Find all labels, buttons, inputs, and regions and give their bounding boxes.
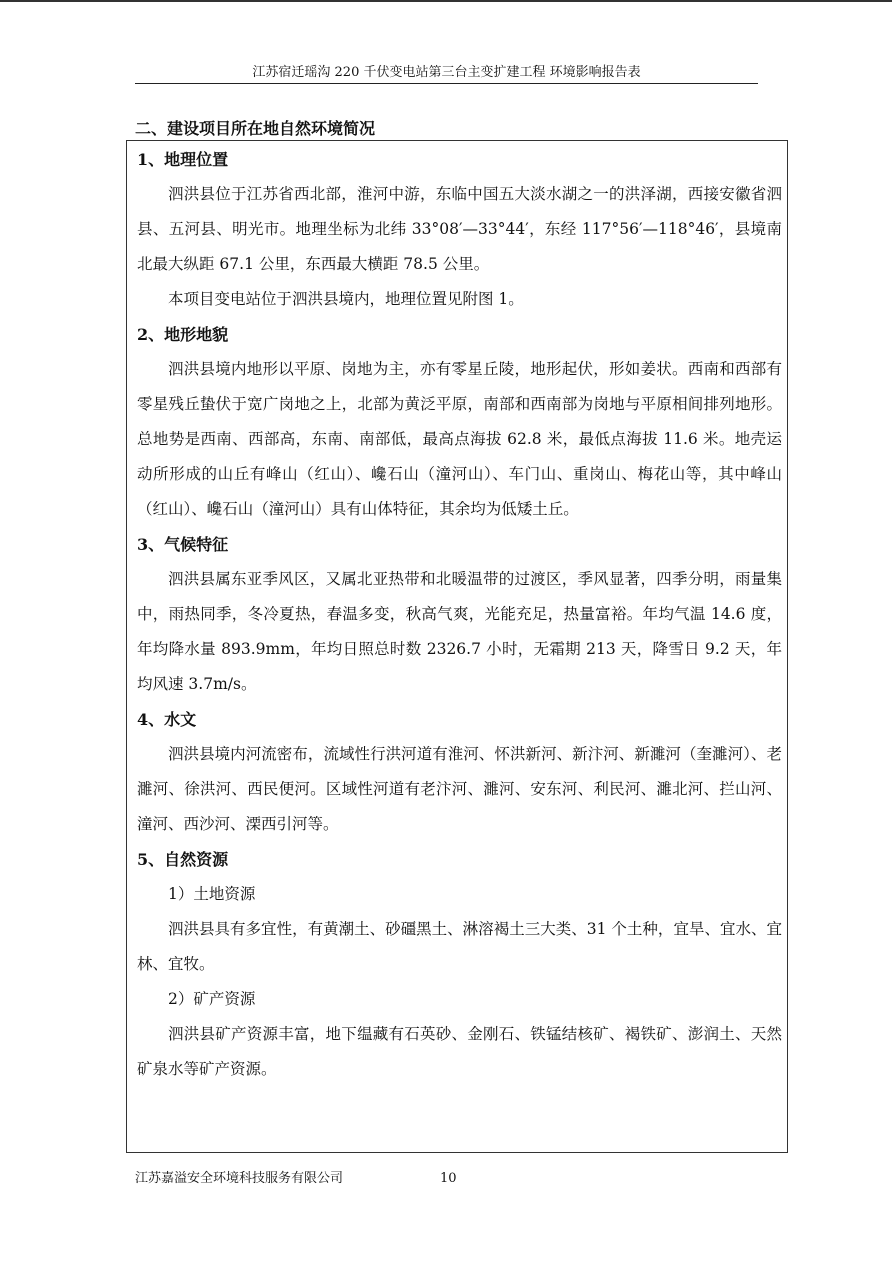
header-divider [135,83,758,84]
page-header-title: 江苏宿迁瑶沟 220 千伏变电站第三台主变扩建工程 环境影响报告表 [252,65,641,80]
heading-climate: 3、气候特征 [137,535,229,554]
paragraph-climate-1: 泗洪县属东亚季风区，又属北亚热带和北暖温带的过渡区，季风显著，四季分明，雨量集中，雨热同季，冬冷夏热，春温多变，秋高气爽，光能充足，热量富裕。年均气温 14.6 度，年均降水量 893.9mm，年均日照总时数 2326.7 小时，无霜期 213 天，降雪日 9.2 天，年均风速 3.7m/s。 [137,570,782,693]
paragraph-location-2: 本项目变电站位于泗洪县境内，地理位置见附图 1。 [168,290,524,308]
paragraph-hydrology-1: 泗洪县境内河流密布，流域性行洪河道有淮河、怀洪新河、新汴河、新濉河（奎濉河）、老濉河、徐洪河、西民便河。区域性河道有老汴河、濉河、安东河、利民河、濉北河、拦山河、潼河、西沙河、溧西引河等。 [137,745,782,833]
footer-company: 江苏嘉溢安全环境科技服务有限公司 [135,1171,344,1186]
heading-location: 1、地理位置 [137,150,229,169]
paragraph-location-1: 泗洪县位于江苏省西北部，淮河中游，东临中国五大淡水湖之一的洪泽湖，西接安徽省泗县、五河县、明光市。地理坐标为北纬 33°08′—33°44′，东经 117°56′—118°46′，县境南北最大纵距 67.1 公里，东西最大横距 78.5 公里。 [137,185,782,273]
subheading-land-resources: 1）土地资源 [168,885,256,903]
footer-page-number: 10 [440,1171,457,1186]
paragraph-land-resources: 泗洪县具有多宜性，有黄潮土、砂礓黑土、淋溶褐土三大类、31 个土种，宜旱、宜水、宜林、宜牧。 [137,920,782,973]
section-title: 二、建设项目所在地自然环境简况 [135,119,376,138]
subheading-mineral-resources: 2）矿产资源 [168,990,256,1008]
heading-hydrology: 4、水文 [137,710,197,729]
content-box [126,140,788,1153]
heading-natural-resources: 5、自然资源 [137,850,229,869]
page-top-border [0,0,892,2]
paragraph-terrain-1: 泗洪县境内地形以平原、岗地为主，亦有零星丘陵，地形起伏，形如姜状。西南和西部有零星残丘蛰伏于宽广岗地之上，北部为黄泛平原，南部和西南部为岗地与平原相间排列地形。总地势是西南、西部高，东南、南部低，最高点海拔 62.8 米，最低点海拔 11.6 米。地壳运动所形成的山丘有峰山（红山）、巉石山（潼河山）、车门山、重岗山、梅花山等，其中峰山（红山）、巉石山（潼河山）具有山体特征，其余均为低矮土丘。 [137,360,782,518]
paragraph-mineral-resources: 泗洪县矿产资源丰富，地下缊藏有石英砂、金刚石、铁锰结核矿、褐铁矿、澎润土、天然矿泉水等矿产资源。 [137,1025,782,1078]
content-body [137,142,782,1087]
heading-terrain: 2、地形地貌 [137,325,229,344]
